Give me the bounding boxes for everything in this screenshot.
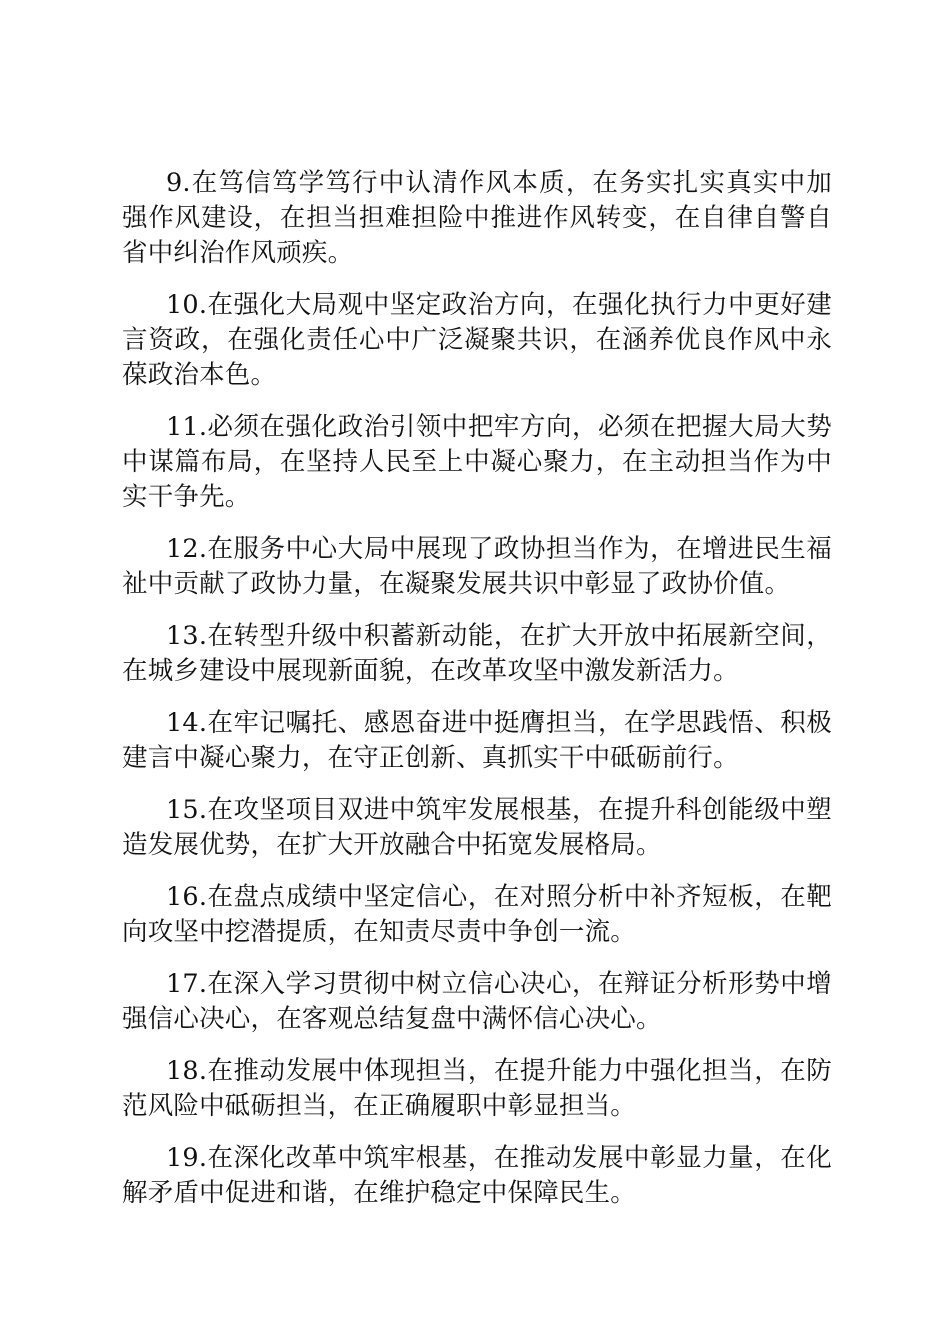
paragraph-15: 15.在攻坚项目双进中筑牢发展根基，在提升科创能级中塑造发展优势，在扩大开放融合中拓宽发展格局。 [122, 795, 832, 860]
paragraph-10: 10.在强化大局观中坚定政治方向，在强化执行力中更好建言资政，在强化责任心中广泛凝聚共识，在涵养优良作风中永葆政治本色。 [122, 290, 832, 390]
paragraph-12: 12.在服务中心大局中展现了政协担当作为，在增进民生福祉中贡献了政协力量，在凝聚发展共识中彰显了政协价值。 [122, 534, 832, 599]
paragraph-16: 16.在盘点成绩中坚定信心，在对照分析中补齐短板，在靶向攻坚中挖潜提质，在知责尽责中争创一流。 [122, 882, 832, 947]
paragraph-11: 11.必须在强化政治引领中把牢方向，必须在把握大局大势中谋篇布局，在坚持人民至上中凝心聚力，在主动担当作为中实干争先。 [122, 412, 832, 512]
document-body [122, 166, 832, 1228]
paragraph-14: 14.在牢记嘱托、感恩奋进中挺膺担当，在学思践悟、积极建言中凝心聚力，在守正创新、真抓实干中砥砺前行。 [122, 708, 832, 773]
paragraph-19: 19.在深化改革中筑牢根基，在推动发展中彰显力量，在化解矛盾中促进和谐，在维护稳定中保障民生。 [122, 1143, 832, 1208]
paragraph-13: 13.在转型升级中积蓄新动能，在扩大开放中拓展新空间，在城乡建设中展现新面貌，在改革攻坚中激发新活力。 [122, 621, 832, 686]
paragraph-9: 9.在笃信笃学笃行中认清作风本质，在务实扎实真实中加强作风建设，在担当担难担险中推进作风转变，在自律自警自省中纠治作风顽疾。 [122, 168, 832, 268]
paragraph-18: 18.在推动发展中体现担当，在提升能力中强化担当，在防范风险中砥砺担当，在正确履职中彰显担当。 [122, 1056, 832, 1121]
paragraph-17: 17.在深入学习贯彻中树立信心决心，在辩证分析形势中增强信心决心，在客观总结复盘中满怀信心决心。 [122, 969, 832, 1034]
